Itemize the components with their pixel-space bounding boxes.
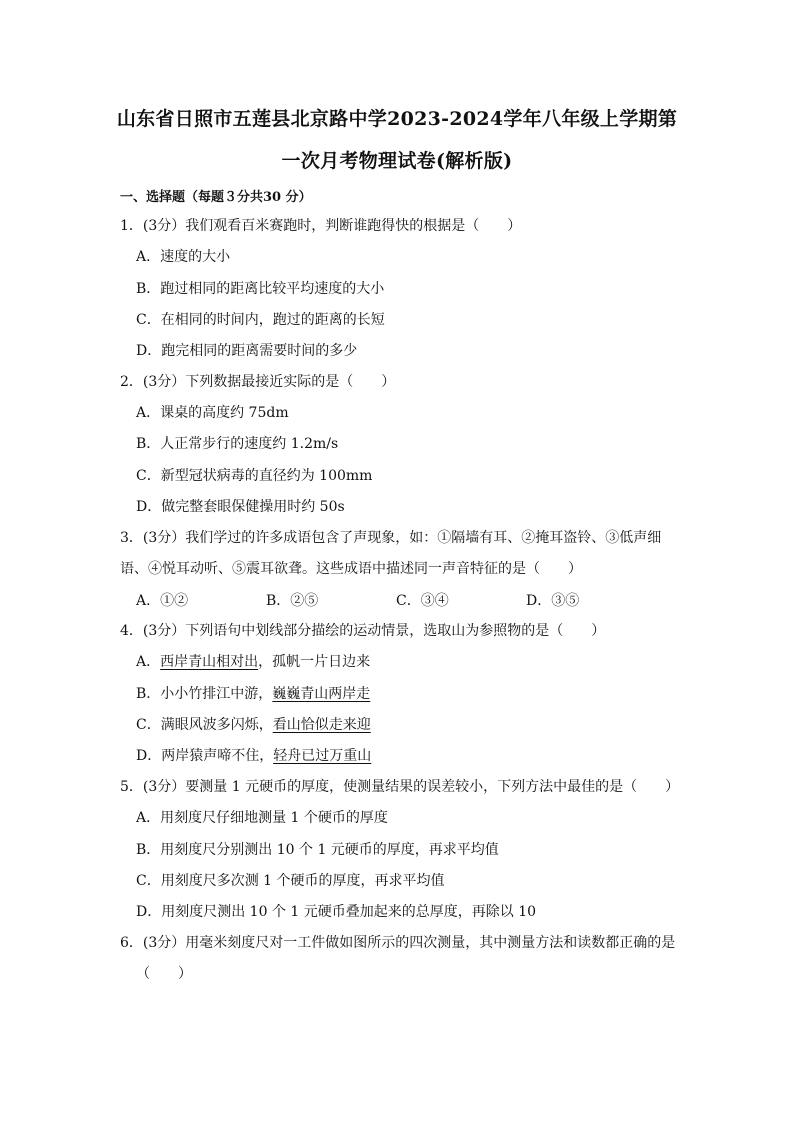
q3-option-b: B．②⑤ — [266, 593, 319, 609]
page-title-line1: 山东省日照市五莲县北京路中学2023-2024学年八年级上学期第 — [116, 108, 678, 130]
q5-stem: 5．(3分）要测量 1 元硬币的厚度，使测量结果的误差较小，下列方法中最佳的是（ ） — [120, 779, 680, 795]
q4-option-c-underlined: 看山恰似走来迎 — [272, 717, 371, 733]
q2-option-c: C．新型冠状病毒的直径约为 100mm — [136, 468, 373, 484]
q3-option-c: C．③④ — [396, 593, 449, 609]
q4-option-d-prefix: D．两岸猿声啼不住， — [136, 748, 274, 764]
q5-option-d: D．用刻度尺测出 10 个 1 元硬币叠加起来的总厚度，再除以 10 — [136, 904, 537, 920]
q1-stem: 1．(3分）我们观看百米赛跑时，判断谁跑得快的根据是（ ） — [120, 218, 522, 234]
q4-option-b-prefix: B．小小竹排江中游， — [136, 686, 273, 702]
q4-option-c-prefix: C．满眼风波多闪烁， — [136, 717, 273, 733]
q3-options-row — [136, 590, 656, 610]
q4-stem: 4．(3分）下列语句中划线部分描绘的运动情景，选取山为参照物的是（ ） — [120, 623, 606, 639]
q2-option-a: A．课桌的高度约 75dm — [136, 405, 289, 421]
q4-option-d — [136, 746, 371, 766]
q2-stem: 2．(3分）下列数据最接近实际的是（ ） — [120, 374, 396, 390]
q6-stem-line1: 6．(3分）用毫米刻度尺对一工件做如图所示的四次测量，其中测量方法和读数都正确的是 — [120, 935, 676, 951]
q3-option-a: A．①② — [136, 593, 189, 609]
q4-option-d-underlined: 轻舟已过万重山 — [273, 748, 372, 764]
q2-option-d: D．做完整套眼保健操用时约 50s — [136, 499, 345, 515]
q1-option-b: B．跑过相同的距离比较平均速度的大小 — [136, 281, 385, 297]
q5-option-a: A．用刻度尺仔细地测量 1 个硬币的厚度 — [136, 810, 388, 826]
q4-option-b-underlined: 巍巍青山两岸走 — [272, 686, 371, 702]
q5-option-c: C．用刻度尺多次测 1 个硬币的厚度，再求平均值 — [136, 873, 445, 889]
q3-option-d: D．③⑤ — [526, 593, 580, 609]
section-heading: 一、选择题（每题３分共30 分） — [120, 190, 312, 205]
q6-stem-line2: （ ） — [136, 966, 192, 982]
q4-option-a-suffix: ，孤帆一片日边来 — [258, 654, 371, 670]
page-title-line2: 一次月考物理试卷(解析版) — [281, 150, 513, 172]
q2-option-b: B．人正常步行的速度约 1.2m/s — [136, 436, 339, 452]
q3-stem-line1: 3．(3分）我们学过的许多成语包含了声现象，如：①隔墙有耳、②掩耳盗铃、③低声细 — [120, 530, 662, 546]
q4-option-b — [136, 684, 370, 704]
q4-option-c — [136, 715, 371, 735]
q4-option-a-underlined: 西岸青山相对出 — [160, 654, 259, 670]
q3-stem-line2: 语、④悦耳动听、⑤震耳欲聋。这些成语中描述同一声音特征的是（ ） — [120, 561, 582, 577]
q1-option-c: C．在相同的时间内，跑过的距离的长短 — [136, 312, 385, 328]
q5-option-b: B．用刻度尺分别测出 10 个 1 元硬币的厚度，再求平均值 — [136, 842, 499, 858]
q4-option-a — [136, 652, 370, 672]
q4-option-a-prefix: A． — [136, 654, 161, 670]
q1-option-a: A．速度的大小 — [136, 249, 231, 265]
q1-option-d: D．跑完相同的距离需要时间的多少 — [136, 343, 358, 359]
